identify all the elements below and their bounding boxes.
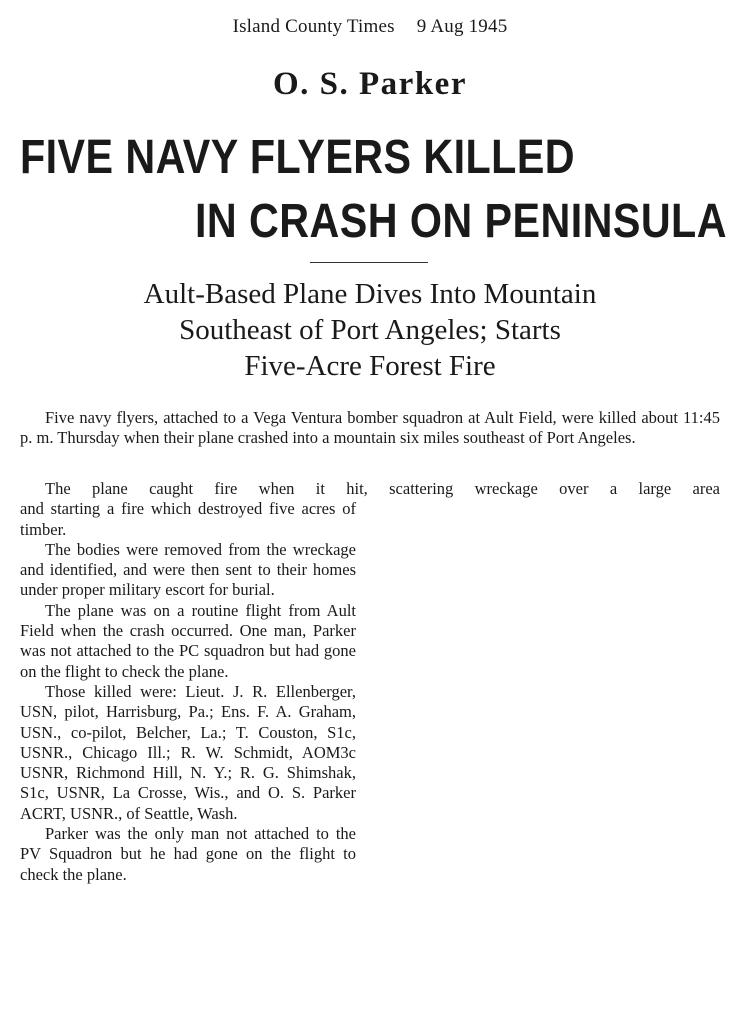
- article-column: [20, 479, 720, 885]
- article-paragraph-4: The plane was on a routine flight from Ault Field when the crash occurred. One man, Parker was not attached to the PC squadron but had gone on the flight to check the plane.: [20, 600, 356, 681]
- headline-line-2: IN CRASH ON PENINSULA: [195, 195, 727, 248]
- headline-line-1: FIVE NAVY FLYERS KILLED: [20, 131, 576, 184]
- newspaper-name: Island County Times: [232, 16, 395, 37]
- subheadline-line-1: Ault-Based Plane Dives Into Mountain: [143, 278, 597, 310]
- subheadline-line-3: Five-Acre Forest Fire: [244, 350, 496, 382]
- person-name-heading: O. S. Parker: [273, 66, 467, 102]
- divider-rule: [310, 262, 428, 263]
- article-paragraph-2-first-line-wrap: [20, 479, 720, 499]
- article-paragraph-5: Those killed were: Lieut. J. R. Ellenberger, USN, pilot, Harrisburg, Pa.; Ens. F. A. Graham, USN., co-pilot, Belcher, La.; T. Couston, S1c, USNR., Chicago Ill.; R. W. Schmidt, AOM3c USNR, Richmond Hill, N. Y.; R. G. Shimshak, S1c, USNR, La Crosse, Wis., and O. S. Parker ACRT, USNR., of Seattle, Wash.: [20, 681, 356, 823]
- masthead: [0, 16, 740, 38]
- article-paragraph-1: Five navy flyers, attached to a Vega Ventura bomber squadron at Ault Field, were killed about 11:45 p. m. Thursday when their plane crashed into a mountain six miles southeast of Port Angeles.: [20, 408, 720, 448]
- article-paragraph-3: The bodies were removed from the wreckage and identified, and were then sent to their homes under proper military escort for burial.: [20, 539, 356, 600]
- subheadline: [0, 276, 740, 384]
- article-lead: [20, 408, 720, 449]
- publication-date: 9 Aug 1945: [416, 16, 508, 37]
- article-paragraph-6: Parker was the only man not attached to the PV Squadron but he had gone on the flight to check the plane.: [20, 824, 356, 884]
- article-paragraph-2-first-line: The plane caught fire when it hit, scattering wreckage over a large area: [45, 479, 720, 498]
- article-paragraph-2: and starting a fire which destroyed five acres of timber.: [20, 499, 356, 539]
- subheadline-line-2: Southeast of Port Angeles; Starts: [179, 314, 561, 346]
